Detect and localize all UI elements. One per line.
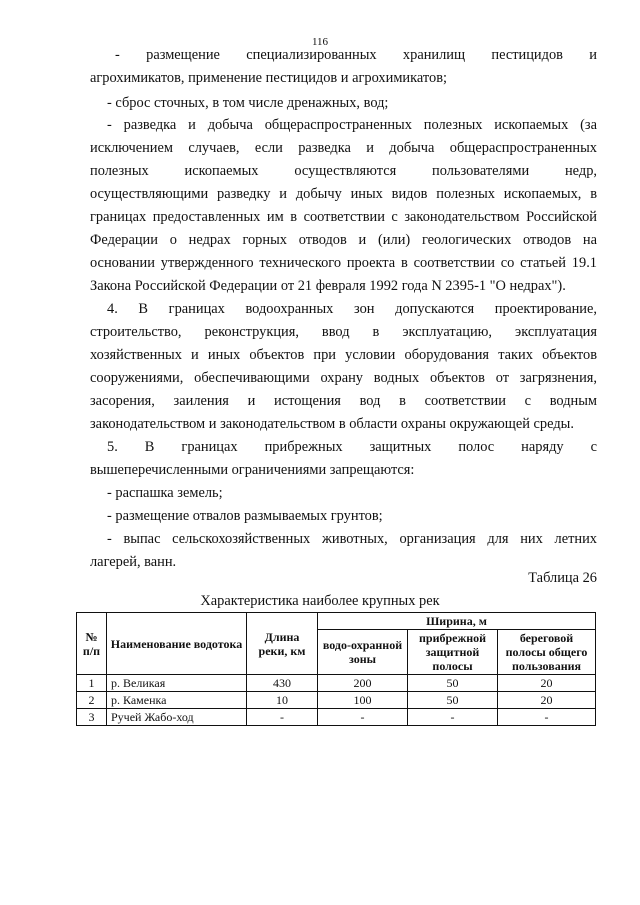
table-header-row xyxy=(77,613,596,630)
header-name: Наименование водотока xyxy=(107,613,247,675)
cell-water-zone: - xyxy=(318,709,408,726)
cell-shore-strip: 20 xyxy=(498,692,596,709)
cell-num: 2 xyxy=(77,692,107,709)
table-row xyxy=(77,692,596,709)
header-water-zone: водо-охранной зоны xyxy=(318,630,408,675)
cell-name: р. Каменка xyxy=(107,692,247,709)
page-number: 116 xyxy=(311,36,329,48)
header-width-group: Ширина, м xyxy=(318,613,596,630)
cell-name: Ручей Жабо-ход xyxy=(107,709,247,726)
cell-length: 430 xyxy=(247,675,318,692)
table-row xyxy=(77,709,596,726)
cell-num: 1 xyxy=(77,675,107,692)
rivers-table xyxy=(76,612,596,726)
table-row xyxy=(77,675,596,692)
cell-length: - xyxy=(247,709,318,726)
header-num: № п/п xyxy=(77,613,107,675)
cell-coastal-strip: 50 xyxy=(408,692,498,709)
header-coastal-strip: прибрежной защитной полосы xyxy=(408,630,498,675)
cell-num: 3 xyxy=(77,709,107,726)
cell-water-zone: 100 xyxy=(318,692,408,709)
header-length: Длина реки, км xyxy=(247,613,318,675)
cell-coastal-strip: - xyxy=(408,709,498,726)
cell-length: 10 xyxy=(247,692,318,709)
header-shore-strip: береговой полосы общего пользования xyxy=(498,630,596,675)
cell-shore-strip: - xyxy=(498,709,596,726)
cell-water-zone: 200 xyxy=(318,675,408,692)
table-caption: Характеристика наиболее крупных рек xyxy=(200,593,440,609)
cell-coastal-strip: 50 xyxy=(408,675,498,692)
cell-shore-strip: 20 xyxy=(498,675,596,692)
table-number: Таблица 26 xyxy=(528,570,597,586)
cell-name: р. Великая xyxy=(107,675,247,692)
